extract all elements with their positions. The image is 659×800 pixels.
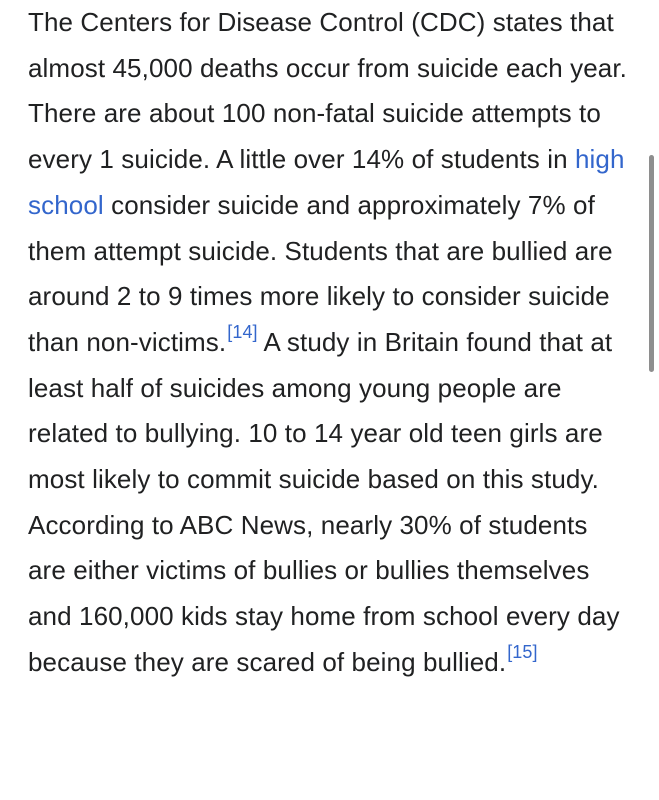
- paragraph-text-3: A study in Britain found that at least half of suicides among young people are related to bullying. 10 to 14 year old teen girls are most likely to commit suicide based on this study. According to ABC News, nearly 30% of students are either victims of bullies or bullies themselves and 160,000 kids stay home from school every day because they are scared of being bullied.: [28, 326, 620, 677]
- reference-15-link[interactable]: [15]: [507, 641, 538, 662]
- vertical-scrollbar[interactable]: [649, 155, 654, 372]
- paragraph-text-2: consider suicide and approximately 7% of them attempt suicide. Students that are bullied are around 2 to 9 times more likely to consider suicide than non-victims.: [28, 189, 613, 357]
- article-paragraph: [28, 0, 628, 686]
- paragraph-text-1: The Centers for Disease Control (CDC) states that almost 45,000 deaths occur from suicide each year. There are about 100 non-fatal suicide attempts to every 1 suicide. A little over 14% of students in: [28, 7, 627, 175]
- high-school-link[interactable]: high school: [28, 144, 625, 220]
- article-body: [28, 0, 628, 686]
- reference-14-link[interactable]: [14]: [227, 321, 258, 342]
